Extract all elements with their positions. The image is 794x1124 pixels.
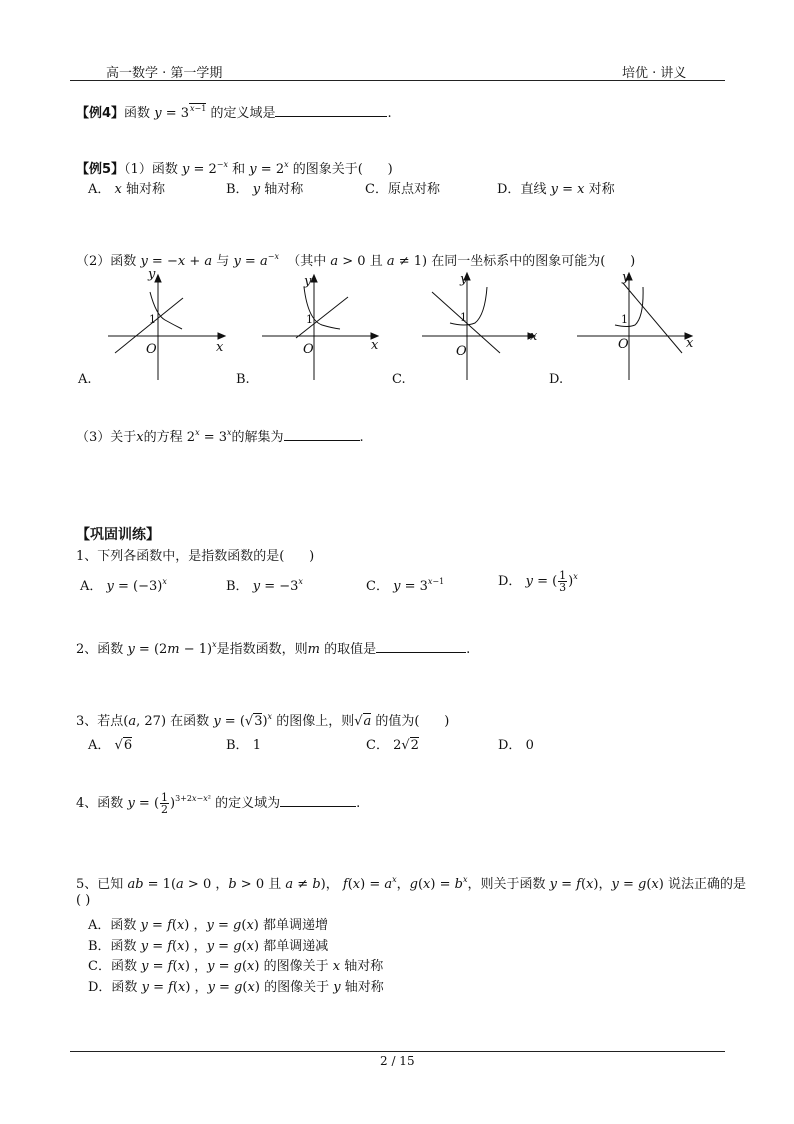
footer-rule	[70, 1051, 725, 1052]
option-a: A． x 轴对称	[88, 182, 166, 197]
practice-title: 【巩固训练】	[76, 527, 160, 543]
example-4-label: 【例4】	[76, 106, 125, 121]
practice-q1: 1、下列各函数中，是指数函数的是( )	[76, 549, 315, 564]
graph-a-origin: O	[146, 342, 157, 357]
graph-d-one: 1	[621, 313, 628, 326]
header-rule	[70, 80, 725, 81]
practice-q4: 4、函数 y = ( $\frac{1}{2}$ )$^{3+2x-x^2}$ 的定义域为 .	[76, 791, 361, 816]
example-5-q2: （2）函数 y = −x + a 与 $y = a^{-x}$ （其中 a > 0 且 a ≠ 1) 在同一坐标系中的图象可能为( )	[76, 252, 636, 269]
practice-q2: 2、函数 $y = (2m - 1)^x$是指数函数，则m 的取值是 .	[76, 640, 471, 657]
option-b: B． y 轴对称	[226, 182, 304, 197]
graph-a-label: A.	[78, 372, 92, 387]
graph-c-one: 1	[460, 311, 467, 324]
p1-option-d: D． y = ( $\frac{1}{3}$ )$^x$	[498, 569, 578, 594]
example-4: 【例4】函数 $y = 3^{x-1}$ 的定义域是 .	[76, 104, 392, 121]
option-d: D．直线 y = x 对称	[497, 182, 615, 197]
p3-option-c: C． 2√2	[366, 738, 419, 753]
graph-c-x-label: x	[530, 329, 538, 344]
graph-d-y-label: y	[622, 270, 630, 285]
page-number: 2 / 15	[380, 1054, 415, 1068]
answer-blank	[376, 640, 466, 653]
graph-c-label: C.	[392, 372, 406, 387]
p5-option-c: C．函数 y = f(x) ，y = g(x) 的图像关于 x 轴对称	[88, 959, 384, 974]
graph-b-x-label: x	[371, 338, 379, 353]
header-right: 培优 · 讲义	[622, 66, 687, 81]
graph-b	[262, 275, 378, 380]
answer-blank	[280, 794, 356, 807]
p1-option-a: A． $y = (-3)^x$	[80, 577, 167, 594]
graph-c	[422, 273, 535, 380]
header-left: 高一数学 · 第一学期	[106, 66, 223, 81]
graph-a-x-label: x	[216, 340, 224, 355]
example-5-q1: 【例5】（1）函数 $y = 2^{-x}$ 和 $y = 2^x$ 的图象关于( )	[76, 160, 393, 177]
example-5-label: 【例5】	[76, 162, 125, 177]
graph-d-x-label: x	[686, 336, 694, 351]
graph-d-label: D.	[549, 372, 564, 387]
graph-a-one: 1	[149, 313, 156, 326]
option-c: C．原点对称	[365, 182, 440, 197]
p5-option-a: A．函数 y = f(x) ，y = g(x) 都单调递增	[88, 918, 329, 933]
graph-a-y-label: y	[148, 267, 156, 282]
p3-option-d: D． 0	[498, 738, 534, 753]
p3-option-b: B． 1	[226, 738, 261, 753]
example-5-q3: （3）关于x的方程 $2^x = 3^x$的解集为 .	[76, 428, 364, 445]
graph-b-origin: O	[303, 342, 314, 357]
p3-option-a: A． √6	[88, 738, 133, 753]
p5-option-d: D．函数 y = f(x) ，y = g(x) 的图像关于 y 轴对称	[88, 980, 384, 995]
practice-q5: 5、已知 ab = 1(a > 0 ，b > 0 且 a ≠ b)， $f(x) = a^x$，$g(x) = b^x$，则关于函数 y = f(x)，y = g(x) 说法正确的是	[76, 875, 746, 892]
p1-option-b: B． $y = -3^x$	[226, 577, 303, 594]
graph-c-origin: O	[456, 344, 467, 359]
graph-b-one: 1	[306, 313, 313, 326]
graph-b-label: B.	[236, 372, 250, 387]
p5-answer-paren: ( )	[76, 893, 91, 908]
graph-a	[108, 275, 225, 380]
graph-c-y-label: y	[460, 272, 468, 287]
practice-q3: 3、若点(a, 27) 在函数 $y = (√3)^x$ 的图像上，则√a 的值为( )	[76, 712, 450, 729]
p1-option-c: C． $y = 3^{x-1}$	[366, 577, 445, 594]
graph-d-origin: O	[618, 337, 629, 352]
graph-b-y-label: y	[304, 274, 312, 289]
graph-d	[577, 273, 692, 380]
answer-blank	[275, 104, 387, 117]
answer-blank	[284, 428, 360, 441]
p5-option-b: B．函数 y = f(x) ，y = g(x) 都单调递减	[88, 939, 329, 954]
